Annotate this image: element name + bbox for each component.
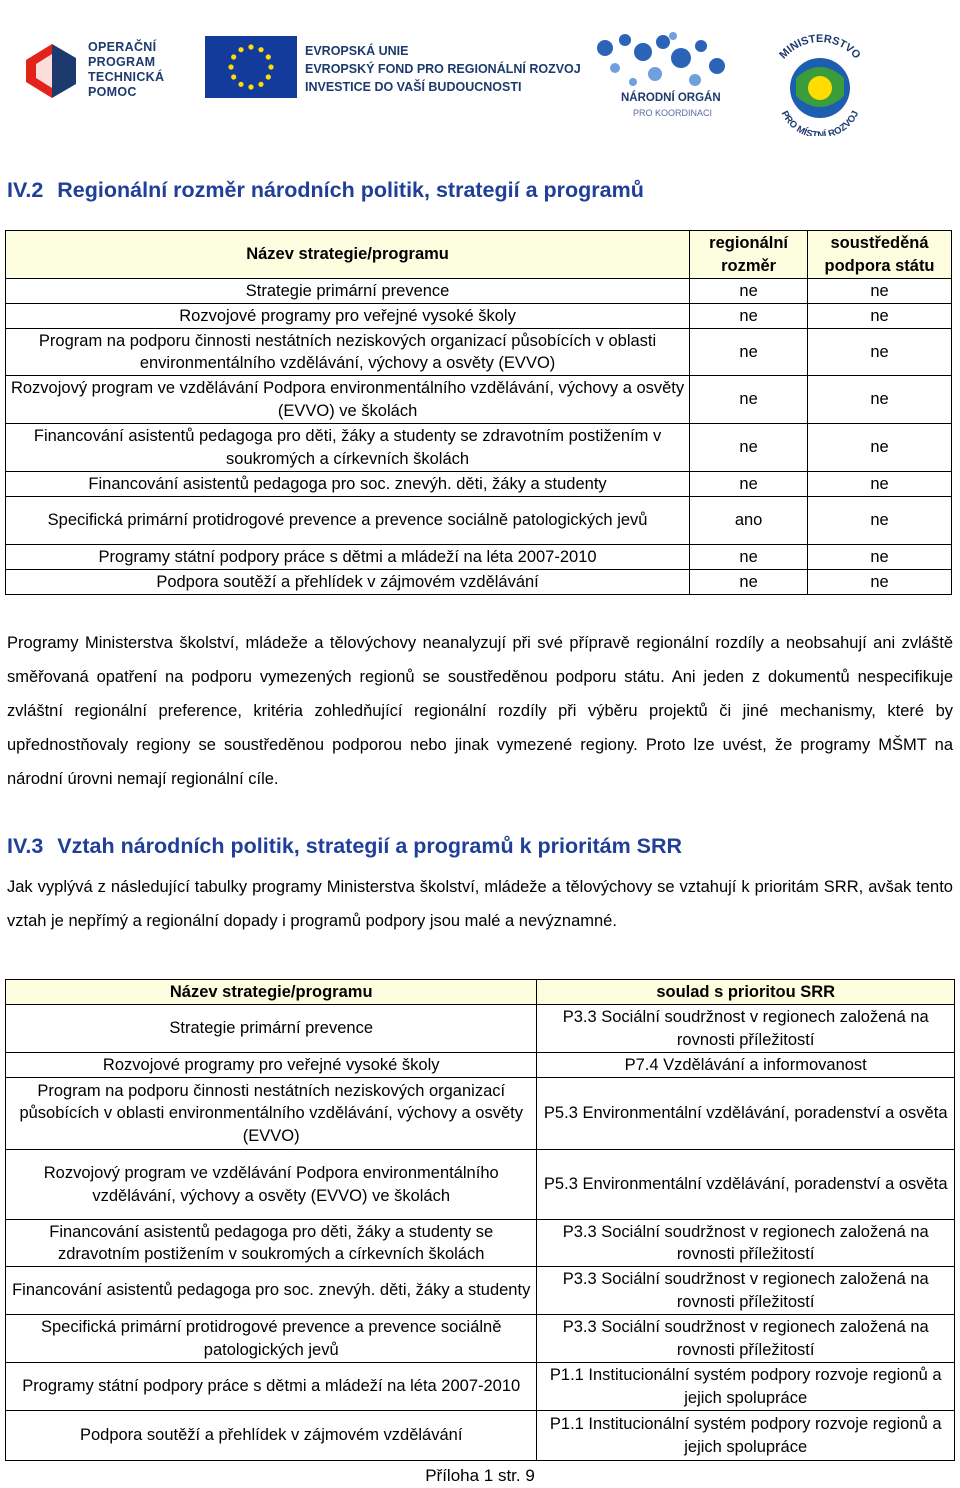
table-row bbox=[6, 1363, 955, 1411]
regional-cell: ano bbox=[690, 497, 808, 545]
svg-text:MINISTERSTVO: MINISTERSTVO bbox=[777, 32, 863, 62]
mmr-logo bbox=[760, 26, 880, 136]
program-name-cell: Financování asistentů pedagoga pro děti, žáky a studenty se zdravotním postižením v soukromých a církevních školách bbox=[6, 1220, 537, 1267]
priority-cell: P3.3 Sociální soudržnost v regionech založená na rovnosti příležitostí bbox=[537, 1220, 955, 1267]
regional-cell: ne bbox=[690, 424, 808, 472]
priority-cell: P5.3 Environmentální vzdělávání, poradenství a osvěta bbox=[537, 1078, 955, 1150]
support-cell: ne bbox=[808, 329, 952, 376]
narodni-organ-logo bbox=[585, 28, 735, 128]
support-cell: ne bbox=[808, 472, 952, 497]
dots-icon bbox=[585, 28, 735, 92]
program-name-cell: Specifická primární protidrogové prevence a prevence sociálně patologických jevů bbox=[6, 1315, 537, 1363]
mmr-emblem-icon bbox=[760, 26, 880, 136]
paragraph-analysis: Programy Ministerstva školství, mládeže a tělovýchovy neanalyzují při své přípravě regionální rozdíly a neobsahují ani zvláště směřovaná opatření na podporu vymezených regionů se soustředěnou podporu státu. Ani jeden z dokumentů nespecifikuje zvláštní regionální preference, kritéria zohledňující regionální rozdíly při výběru projektů či jiné mechanismy, které by upřednostňovaly regiony se soustředěnou podporou nebo jinak vymezené regiony. Proto lze uvést, že programy MŠMT na národní úrovni nemají regionální cíle. bbox=[7, 634, 953, 788]
eu-star-icon bbox=[266, 74, 271, 79]
program-name-cell: Specifická primární protidrogové prevence a prevence sociálně patologických jevů bbox=[6, 497, 690, 545]
table-row bbox=[6, 376, 952, 424]
table-row bbox=[6, 1267, 955, 1315]
section-title: Regionální rozměr národních politik, strategií a programů bbox=[57, 178, 644, 202]
support-cell: ne bbox=[808, 376, 952, 424]
eu-logo bbox=[205, 36, 581, 106]
paragraph-relation: Jak vyplývá z následující tabulky programy Ministerstva školství, mládeže a tělovýchovy se vztahují k prioritám SRR, avšak tento vztah je nepřímý a regionální dopady i programů podpory jsou malé a nevýznamné. bbox=[7, 878, 953, 930]
eu-text: EVROPSKÁ UNIE EVROPSKÝ FOND PRO REGIONÁLNÍ ROZVOJ INVESTICE DO VAŠÍ BUDOUCNOSTI bbox=[305, 44, 581, 94]
optp-text: OPERAČNÍ PROGRAM TECHNICKÁ POMOC bbox=[88, 40, 165, 99]
priority-cell: P7.4 Vzdělávání a informovanost bbox=[537, 1053, 955, 1078]
optp-mark-icon bbox=[22, 40, 80, 102]
eu-star-icon bbox=[231, 74, 236, 79]
table-row bbox=[6, 279, 952, 304]
svg-text:PRO MÍSTNÍ ROZVOJ: PRO MÍSTNÍ ROZVOJ bbox=[778, 109, 862, 136]
regional-cell: ne bbox=[690, 545, 808, 570]
priority-cell: P1.1 Institucionální systém podpory rozvoje regionů a jejich spolupráce bbox=[537, 1411, 955, 1461]
program-name-cell: Rozvojové programy pro veřejné vysoké školy bbox=[6, 1053, 537, 1078]
norg-sub: PRO KOORDINACI bbox=[633, 108, 713, 118]
table-row bbox=[6, 545, 952, 570]
table-row bbox=[6, 304, 952, 329]
eu-flag-icon bbox=[205, 36, 297, 98]
table-header-row bbox=[6, 231, 952, 279]
program-name-cell: Rozvojový program ve vzdělávání Podpora environmentálního vzdělávání, výchovy a osvěty (EVVO) ve školách bbox=[6, 376, 690, 424]
page-footer: Příloha 1 str. 9 bbox=[425, 1466, 535, 1485]
table-row bbox=[6, 1053, 955, 1078]
table-row bbox=[6, 497, 952, 545]
program-name-cell: Podpora soutěží a přehlídek v zájmovém vzdělávání bbox=[6, 570, 690, 595]
table-row bbox=[6, 1315, 955, 1363]
eu-star-icon bbox=[248, 84, 253, 89]
table-row bbox=[6, 472, 952, 497]
section-number: IV.2 bbox=[7, 178, 44, 202]
table-row bbox=[6, 1411, 955, 1461]
table-row bbox=[6, 1078, 955, 1150]
eu-star-icon bbox=[268, 64, 273, 69]
regional-cell: ne bbox=[690, 329, 808, 376]
support-cell: ne bbox=[808, 497, 952, 545]
table-row bbox=[6, 329, 952, 376]
eu-star-icon bbox=[238, 47, 243, 52]
regional-cell: ne bbox=[690, 279, 808, 304]
regional-cell: ne bbox=[690, 376, 808, 424]
support-cell: ne bbox=[808, 304, 952, 329]
eu-star-icon bbox=[258, 82, 263, 87]
table-row bbox=[6, 1150, 955, 1220]
program-name-cell: Program na podporu činnosti nestátních neziskových organizací působících v oblasti environmentálního vzdělávání, výchovy a osvěty (EVVO) bbox=[6, 329, 690, 376]
program-name-cell: Financování asistentů pedagoga pro soc. znevýh. děti, žáky a studenty bbox=[6, 472, 690, 497]
table-header-row bbox=[6, 980, 955, 1005]
eu-star-icon bbox=[238, 82, 243, 87]
table-row bbox=[6, 424, 952, 472]
section-number: IV.3 bbox=[7, 834, 44, 858]
program-name-cell: Programy státní podpory práce s dětmi a mládeží na léta 2007-2010 bbox=[6, 545, 690, 570]
program-name-cell: Financování asistentů pedagoga pro soc. znevýh. děti, žáky a studenty bbox=[6, 1267, 537, 1315]
eu-star-icon bbox=[266, 54, 271, 59]
priority-cell: P3.3 Sociální soudržnost v regionech založená na rovnosti příležitostí bbox=[537, 1315, 955, 1363]
logo-banner bbox=[0, 0, 960, 140]
program-name-cell: Strategie primární prevence bbox=[6, 1005, 537, 1053]
regional-dimension-table bbox=[5, 230, 952, 595]
program-name-cell: Programy státní podpory práce s dětmi a mládeží na léta 2007-2010 bbox=[6, 1363, 537, 1411]
regional-cell: ne bbox=[690, 570, 808, 595]
support-cell: ne bbox=[808, 545, 952, 570]
program-name-cell: Strategie primární prevence bbox=[6, 279, 690, 304]
header-program-name: Název strategie/programu bbox=[6, 231, 690, 279]
program-name-cell: Rozvojové programy pro veřejné vysoké školy bbox=[6, 304, 690, 329]
eu-star-icon bbox=[248, 44, 253, 49]
eu-star-icon bbox=[231, 54, 236, 59]
table-row bbox=[6, 570, 952, 595]
header-program-name: Název strategie/programu bbox=[6, 980, 537, 1005]
section-heading-iv2 bbox=[7, 178, 644, 203]
regional-cell: ne bbox=[690, 472, 808, 497]
section-title: Vztah národních politik, strategií a programů k prioritám SRR bbox=[57, 834, 683, 858]
program-name-cell: Program na podporu činnosti nestátních neziskových organizací působících v oblasti environmentálního vzdělávání, výchovy a osvěty (EVVO) bbox=[6, 1078, 537, 1150]
srr-priority-table bbox=[5, 979, 955, 1461]
header-priority: soulad s prioritou SRR bbox=[537, 980, 955, 1005]
program-name-cell: Financování asistentů pedagoga pro děti, žáky a studenty se zdravotním postižením v soukromých a církevních školách bbox=[6, 424, 690, 472]
optp-logo bbox=[22, 36, 182, 106]
program-name-cell: Podpora soutěží a přehlídek v zájmovém vzdělávání bbox=[6, 1411, 537, 1461]
table-row bbox=[6, 1220, 955, 1267]
eu-star-icon bbox=[258, 47, 263, 52]
regional-cell: ne bbox=[690, 304, 808, 329]
norg-name: NÁRODNÍ ORGÁN bbox=[621, 92, 721, 104]
priority-cell: P3.3 Sociální soudržnost v regionech založená na rovnosti příležitostí bbox=[537, 1005, 955, 1053]
priority-cell: P3.3 Sociální soudržnost v regionech založená na rovnosti příležitostí bbox=[537, 1267, 955, 1315]
program-name-cell: Rozvojový program ve vzdělávání Podpora environmentálního vzdělávání, výchovy a osvěty (EVVO) ve školách bbox=[6, 1150, 537, 1220]
table-row bbox=[6, 1005, 955, 1053]
header-regional: regionální rozměr bbox=[690, 231, 808, 279]
eu-star-icon bbox=[228, 64, 233, 69]
support-cell: ne bbox=[808, 279, 952, 304]
support-cell: ne bbox=[808, 424, 952, 472]
header-support: soustředěná podpora státu bbox=[808, 231, 952, 279]
support-cell: ne bbox=[808, 570, 952, 595]
priority-cell: P1.1 Institucionální systém podpory rozvoje regionů a jejich spolupráce bbox=[537, 1363, 955, 1411]
section-heading-iv3 bbox=[7, 834, 682, 859]
priority-cell: P5.3 Environmentální vzdělávání, poradenství a osvěta bbox=[537, 1150, 955, 1220]
